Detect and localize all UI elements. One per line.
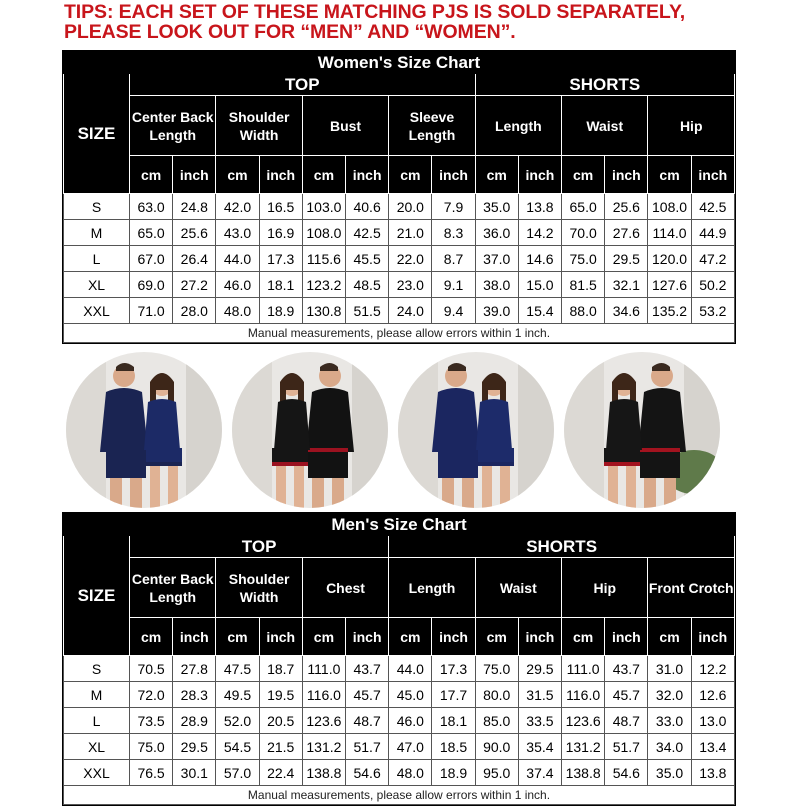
size-cell: M — [64, 220, 130, 246]
tips-banner — [64, 2, 764, 42]
measurement-cell: 52.0 — [216, 708, 259, 734]
measurement-cell: 123.6 — [302, 708, 345, 734]
measurement-cell: 20.5 — [259, 708, 302, 734]
measurement-cell: 75.0 — [130, 734, 173, 760]
measurement-cell: 54.5 — [216, 734, 259, 760]
women-unit-inch: inch — [605, 156, 648, 194]
measurement-cell: 47.5 — [216, 656, 259, 682]
measurement-cell: 76.5 — [130, 760, 173, 786]
women-col-shoulder-width: Shoulder Width — [216, 96, 302, 156]
measurement-cell: 31.5 — [518, 682, 561, 708]
measurement-cell: 42.5 — [691, 194, 734, 220]
men-chart-title: Men's Size Chart — [64, 514, 735, 536]
size-cell: XXL — [64, 298, 130, 324]
measurement-cell: 28.3 — [173, 682, 216, 708]
women-col-center-back-length: Center Back Length — [130, 96, 216, 156]
measurement-cell: 108.0 — [648, 194, 691, 220]
measurement-cell: 103.0 — [302, 194, 345, 220]
measurement-cell: 71.0 — [130, 298, 173, 324]
measurement-cell: 21.5 — [259, 734, 302, 760]
measurement-cell: 35.4 — [518, 734, 561, 760]
measurement-cell: 67.0 — [130, 246, 173, 272]
men-col-front-crotch: Front Crotch — [648, 558, 735, 618]
measurement-cell: 42.5 — [346, 220, 389, 246]
women-size-chart — [62, 50, 736, 344]
men-unit-cm: cm — [216, 618, 259, 656]
women-col-bust: Bust — [302, 96, 388, 156]
measurement-cell: 27.6 — [605, 220, 648, 246]
measurement-cell: 75.0 — [562, 246, 605, 272]
measurement-cell: 20.0 — [389, 194, 432, 220]
table-row — [64, 272, 735, 298]
measurement-cell: 73.5 — [130, 708, 173, 734]
measurement-cell: 12.2 — [691, 656, 734, 682]
measurement-cell: 17.3 — [259, 246, 302, 272]
measurement-cell: 9.4 — [432, 298, 475, 324]
measurement-cell: 70.5 — [130, 656, 173, 682]
measurement-cell: 25.6 — [173, 220, 216, 246]
measurement-cell: 51.5 — [346, 298, 389, 324]
measurement-cell: 9.1 — [432, 272, 475, 298]
measurement-cell: 24.0 — [389, 298, 432, 324]
size-cell: XXL — [64, 760, 130, 786]
size-cell: L — [64, 708, 130, 734]
measurement-cell: 35.0 — [475, 194, 518, 220]
men-size-table — [63, 513, 735, 805]
measurement-cell: 8.7 — [432, 246, 475, 272]
measurement-cell: 114.0 — [648, 220, 691, 246]
measurement-cell: 8.3 — [432, 220, 475, 246]
measurement-cell: 48.0 — [216, 298, 259, 324]
measurement-cell: 131.2 — [562, 734, 605, 760]
measurement-cell: 57.0 — [216, 760, 259, 786]
measurement-cell: 120.0 — [648, 246, 691, 272]
men-col-hip: Hip — [562, 558, 648, 618]
size-cell: XL — [64, 734, 130, 760]
measurement-cell: 43.7 — [346, 656, 389, 682]
women-unit-inch: inch — [432, 156, 475, 194]
women-col-waist: Waist — [562, 96, 648, 156]
measurement-cell: 53.2 — [691, 298, 734, 324]
measurement-cell: 65.0 — [130, 220, 173, 246]
measurement-cell: 22.4 — [259, 760, 302, 786]
measurement-cell: 32.0 — [648, 682, 691, 708]
measurement-cell: 23.0 — [389, 272, 432, 298]
measurement-cell: 14.6 — [518, 246, 561, 272]
women-col-length: Length — [475, 96, 561, 156]
men-col-shoulder-width: Shoulder Width — [216, 558, 302, 618]
men-unit-inch: inch — [691, 618, 734, 656]
measurement-cell: 51.7 — [605, 734, 648, 760]
women-size-table — [63, 51, 735, 343]
measurement-cell: 65.0 — [562, 194, 605, 220]
men-unit-cm: cm — [562, 618, 605, 656]
measurement-cell: 80.0 — [475, 682, 518, 708]
table-row — [64, 760, 735, 786]
measurement-cell: 34.6 — [605, 298, 648, 324]
measurement-cell: 18.9 — [432, 760, 475, 786]
measurement-cell: 44.9 — [691, 220, 734, 246]
measurement-cell: 85.0 — [475, 708, 518, 734]
measurement-cell: 111.0 — [562, 656, 605, 682]
measurement-cell: 123.2 — [302, 272, 345, 298]
measurement-cell: 108.0 — [302, 220, 345, 246]
measurement-cell: 116.0 — [562, 682, 605, 708]
measurement-cell: 81.5 — [562, 272, 605, 298]
measurement-cell: 138.8 — [562, 760, 605, 786]
measurement-cell: 21.0 — [389, 220, 432, 246]
women-measurement-note: Manual measurements, please allow errors within 1 inch. — [64, 324, 735, 343]
measurement-cell: 27.2 — [173, 272, 216, 298]
women-unit-cm: cm — [475, 156, 518, 194]
measurement-cell: 13.8 — [518, 194, 561, 220]
measurement-cell: 130.8 — [302, 298, 345, 324]
measurement-cell: 29.5 — [605, 246, 648, 272]
women-chart-title: Women's Size Chart — [64, 52, 735, 74]
men-top-header: TOP — [130, 536, 389, 558]
measurement-cell: 35.0 — [648, 760, 691, 786]
women-col-hip: Hip — [648, 96, 735, 156]
size-cell: XL — [64, 272, 130, 298]
measurement-cell: 29.5 — [518, 656, 561, 682]
measurement-cell: 15.4 — [518, 298, 561, 324]
measurement-cell: 22.0 — [389, 246, 432, 272]
table-row — [64, 682, 735, 708]
measurement-cell: 13.8 — [691, 760, 734, 786]
couple-photo-black-red-embrace — [564, 352, 720, 508]
measurement-cell: 95.0 — [475, 760, 518, 786]
measurement-cell: 38.0 — [475, 272, 518, 298]
measurement-cell: 37.4 — [518, 760, 561, 786]
measurement-cell: 116.0 — [302, 682, 345, 708]
men-unit-cm: cm — [302, 618, 345, 656]
measurement-cell: 88.0 — [562, 298, 605, 324]
measurement-cell: 75.0 — [475, 656, 518, 682]
women-unit-inch: inch — [691, 156, 734, 194]
measurement-cell: 7.9 — [432, 194, 475, 220]
measurement-cell: 45.0 — [389, 682, 432, 708]
men-unit-inch: inch — [259, 618, 302, 656]
measurement-cell: 54.6 — [605, 760, 648, 786]
men-unit-cm: cm — [475, 618, 518, 656]
table-row — [64, 656, 735, 682]
men-unit-inch: inch — [346, 618, 389, 656]
measurement-cell: 16.9 — [259, 220, 302, 246]
women-unit-inch: inch — [346, 156, 389, 194]
measurement-cell: 28.0 — [173, 298, 216, 324]
women-unit-cm: cm — [302, 156, 345, 194]
measurement-cell: 72.0 — [130, 682, 173, 708]
women-unit-inch: inch — [518, 156, 561, 194]
measurement-cell: 48.7 — [346, 708, 389, 734]
measurement-cell: 18.7 — [259, 656, 302, 682]
measurement-cell: 30.1 — [173, 760, 216, 786]
measurement-cell: 90.0 — [475, 734, 518, 760]
measurement-cell: 17.3 — [432, 656, 475, 682]
measurement-cell: 48.5 — [346, 272, 389, 298]
measurement-cell: 32.1 — [605, 272, 648, 298]
measurement-cell: 47.2 — [691, 246, 734, 272]
measurement-cell: 13.4 — [691, 734, 734, 760]
measurement-cell: 33.5 — [518, 708, 561, 734]
size-cell: S — [64, 194, 130, 220]
women-unit-inch: inch — [173, 156, 216, 194]
measurement-cell: 42.0 — [216, 194, 259, 220]
women-col-sleeve-length: Sleeve Length — [389, 96, 475, 156]
measurement-cell: 48.0 — [389, 760, 432, 786]
measurement-cell: 123.6 — [562, 708, 605, 734]
men-unit-inch: inch — [518, 618, 561, 656]
couple-photo-navy — [66, 352, 222, 508]
measurement-cell: 37.0 — [475, 246, 518, 272]
table-row — [64, 708, 735, 734]
measurement-cell: 43.0 — [216, 220, 259, 246]
measurement-cell: 26.4 — [173, 246, 216, 272]
measurement-cell: 12.6 — [691, 682, 734, 708]
measurement-cell: 34.0 — [648, 734, 691, 760]
men-col-length: Length — [389, 558, 475, 618]
measurement-cell: 43.7 — [605, 656, 648, 682]
measurement-cell: 48.7 — [605, 708, 648, 734]
measurement-cell: 54.6 — [346, 760, 389, 786]
measurement-cell: 31.0 — [648, 656, 691, 682]
table-row — [64, 246, 735, 272]
size-cell: L — [64, 246, 130, 272]
measurement-cell: 69.0 — [130, 272, 173, 298]
couple-photo-black-red — [232, 352, 388, 508]
men-shorts-header: SHORTS — [389, 536, 735, 558]
men-measurement-note: Manual measurements, please allow errors within 1 inch. — [64, 786, 735, 805]
measurement-cell: 70.0 — [562, 220, 605, 246]
table-row — [64, 194, 735, 220]
measurement-cell: 18.1 — [432, 708, 475, 734]
women-unit-cm: cm — [130, 156, 173, 194]
measurement-cell: 47.0 — [389, 734, 432, 760]
measurement-cell: 18.5 — [432, 734, 475, 760]
measurement-cell: 138.8 — [302, 760, 345, 786]
men-unit-inch: inch — [432, 618, 475, 656]
measurement-cell: 127.6 — [648, 272, 691, 298]
women-unit-cm: cm — [389, 156, 432, 194]
table-row — [64, 298, 735, 324]
men-col-waist: Waist — [475, 558, 561, 618]
measurement-cell: 44.0 — [216, 246, 259, 272]
men-unit-cm: cm — [130, 618, 173, 656]
tips-line-1: TIPS: EACH SET OF THESE MATCHING PJS IS SOLD SEPARATELY, — [64, 1, 686, 23]
table-row — [64, 220, 735, 246]
men-unit-inch: inch — [605, 618, 648, 656]
men-col-chest: Chest — [302, 558, 388, 618]
women-unit-inch: inch — [259, 156, 302, 194]
measurement-cell: 36.0 — [475, 220, 518, 246]
table-row — [64, 734, 735, 760]
men-size-header: SIZE — [64, 536, 130, 656]
women-unit-cm: cm — [648, 156, 691, 194]
measurement-cell: 16.5 — [259, 194, 302, 220]
women-top-header: TOP — [130, 74, 476, 96]
measurement-cell: 131.2 — [302, 734, 345, 760]
size-cell: M — [64, 682, 130, 708]
measurement-cell: 18.1 — [259, 272, 302, 298]
measurement-cell: 13.0 — [691, 708, 734, 734]
measurement-cell: 40.6 — [346, 194, 389, 220]
measurement-cell: 39.0 — [475, 298, 518, 324]
women-unit-cm: cm — [216, 156, 259, 194]
men-unit-cm: cm — [648, 618, 691, 656]
measurement-cell: 45.5 — [346, 246, 389, 272]
men-col-center-back-length: Center Back Length — [130, 558, 216, 618]
men-size-chart — [62, 512, 736, 806]
measurement-cell: 24.8 — [173, 194, 216, 220]
measurement-cell: 135.2 — [648, 298, 691, 324]
measurement-cell: 45.7 — [605, 682, 648, 708]
men-unit-inch: inch — [173, 618, 216, 656]
measurement-cell: 51.7 — [346, 734, 389, 760]
couple-photo-navy-standing — [398, 352, 554, 508]
measurement-cell: 111.0 — [302, 656, 345, 682]
measurement-cell: 18.9 — [259, 298, 302, 324]
measurement-cell: 50.2 — [691, 272, 734, 298]
measurement-cell: 19.5 — [259, 682, 302, 708]
measurement-cell: 33.0 — [648, 708, 691, 734]
women-shorts-header: SHORTS — [475, 74, 734, 96]
measurement-cell: 25.6 — [605, 194, 648, 220]
measurement-cell: 45.7 — [346, 682, 389, 708]
model-photos — [0, 352, 800, 510]
measurement-cell: 29.5 — [173, 734, 216, 760]
measurement-cell: 28.9 — [173, 708, 216, 734]
tips-line-2: PLEASE LOOK OUT FOR “MEN” AND “WOMEN”. — [64, 21, 516, 43]
measurement-cell: 63.0 — [130, 194, 173, 220]
women-size-header: SIZE — [64, 74, 130, 194]
women-unit-cm: cm — [562, 156, 605, 194]
size-cell: S — [64, 656, 130, 682]
measurement-cell: 44.0 — [389, 656, 432, 682]
measurement-cell: 15.0 — [518, 272, 561, 298]
measurement-cell: 14.2 — [518, 220, 561, 246]
measurement-cell: 46.0 — [216, 272, 259, 298]
measurement-cell: 49.5 — [216, 682, 259, 708]
measurement-cell: 17.7 — [432, 682, 475, 708]
measurement-cell: 27.8 — [173, 656, 216, 682]
men-unit-cm: cm — [389, 618, 432, 656]
measurement-cell: 46.0 — [389, 708, 432, 734]
measurement-cell: 115.6 — [302, 246, 345, 272]
